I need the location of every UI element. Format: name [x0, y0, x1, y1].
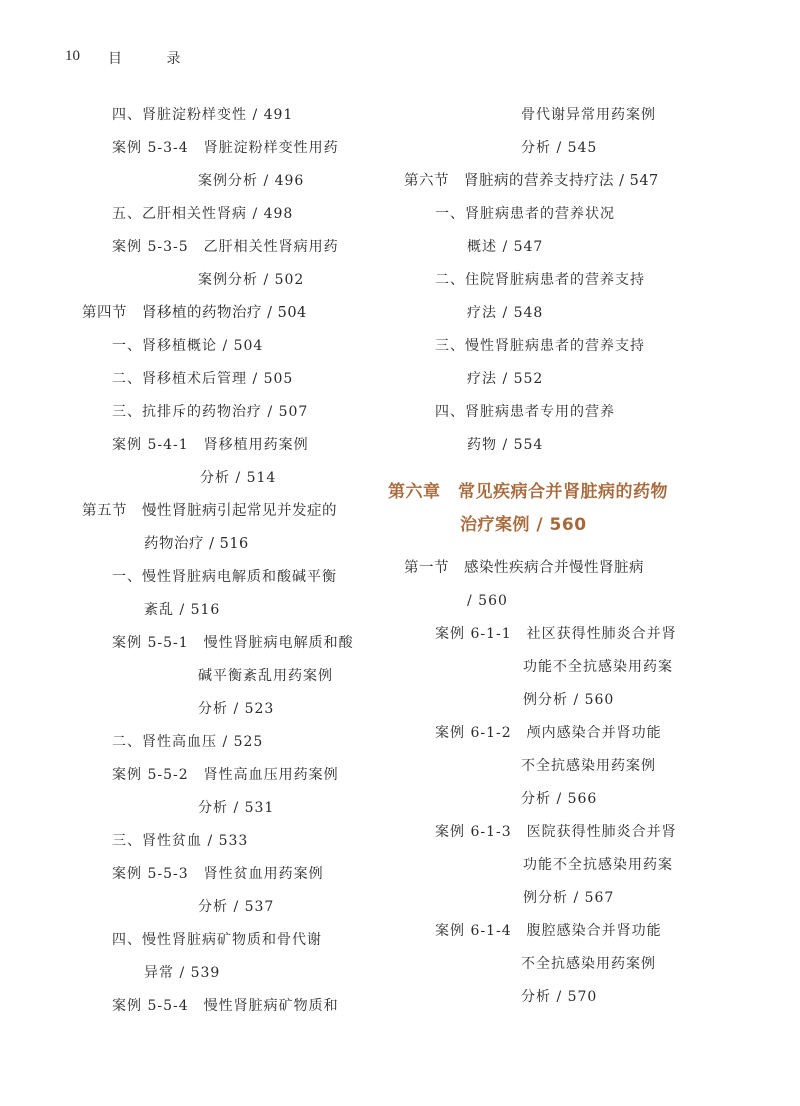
toc-entry-continuation[interactable]: 功能不全抗感染用药案 [523, 857, 673, 873]
toc-entry-section[interactable]: 第四节 肾移植的药物治疗 / 504 [82, 305, 307, 321]
toc-entry-continuation[interactable]: 疗法 / 552 [467, 371, 544, 387]
toc-entry-subsection[interactable]: 三、抗排斥的药物治疗 / 507 [112, 404, 309, 420]
toc-entry-continuation[interactable]: 不全抗感染用药案例 [521, 956, 656, 972]
toc-entry-case[interactable]: 案例 5-5-4 慢性肾脏病矿物质和 [112, 998, 339, 1014]
toc-entry-subsection[interactable]: 二、住院肾脏病患者的营养支持 [435, 272, 645, 288]
toc-entry-subsection[interactable]: 五、乙肝相关性肾病 / 498 [112, 206, 294, 222]
toc-entry-continuation[interactable]: 例分析 / 560 [523, 692, 615, 708]
toc-entry-case[interactable]: 案例 6-1-3 医院获得性肺炎合并肾 [435, 824, 677, 840]
toc-entry-section[interactable]: 第五节 慢性肾脏病引起常见并发症的 [82, 503, 337, 519]
toc-entry-case[interactable]: 案例 5-5-2 肾性高血压用药案例 [112, 767, 339, 783]
toc-entry-continuation[interactable]: 疗法 / 548 [467, 305, 544, 321]
toc-entry-case[interactable]: 案例 6-1-4 腹腔感染合并肾功能 [435, 923, 662, 939]
toc-entry-continuation[interactable]: 骨代谢异常用药案例 [521, 107, 656, 123]
toc-entry-subsection[interactable]: 二、肾性高血压 / 525 [112, 734, 264, 750]
toc-entry-subsection[interactable]: 三、肾性贫血 / 533 [112, 833, 249, 849]
toc-entry-continuation[interactable]: 概述 / 547 [467, 239, 544, 255]
toc-entry-subsection[interactable]: 一、慢性肾脏病电解质和酸碱平衡 [112, 569, 337, 585]
toc-entry-continuation[interactable]: 碱平衡紊乱用药案例 [198, 668, 333, 684]
toc-entry-subsection[interactable]: 二、肾移植术后管理 / 505 [112, 371, 294, 387]
toc-entry-continuation[interactable]: 例分析 / 567 [523, 890, 615, 906]
toc-entry-continuation[interactable]: 药物 / 554 [467, 437, 544, 453]
toc-entry-chapter-continuation[interactable]: 治疗案例 / 560 [460, 515, 587, 535]
toc-entry-continuation[interactable]: 紊乱 / 516 [144, 602, 221, 618]
toc-entry-continuation[interactable]: 功能不全抗感染用药案 [523, 659, 673, 675]
toc-entry-continuation[interactable]: 药物治疗 / 516 [144, 536, 249, 552]
toc-entry-continuation[interactable]: 分析 / 545 [521, 140, 598, 156]
toc-entry-section[interactable]: 第六节 肾脏病的营养支持疗法 / 547 [404, 173, 659, 189]
page-number: 10 [65, 48, 80, 64]
toc-entry-continuation[interactable]: / 560 [467, 593, 508, 609]
toc-entry-case[interactable]: 案例 6-1-1 社区获得性肺炎合并肾 [435, 626, 677, 642]
toc-entry-subsection[interactable]: 四、肾脏淀粉样变性 / 491 [112, 107, 294, 123]
running-title: 目 录 [108, 51, 201, 67]
toc-entry-continuation[interactable]: 案例分析 / 502 [198, 272, 305, 288]
toc-entry-continuation[interactable]: 案例分析 / 496 [198, 173, 305, 189]
toc-entry-continuation[interactable]: 分析 / 566 [521, 791, 598, 807]
toc-entry-case[interactable]: 案例 5-3-5 乙肝相关性肾病用药 [112, 239, 339, 255]
toc-entry-continuation[interactable]: 分析 / 570 [521, 989, 598, 1005]
toc-entry-continuation[interactable]: 异常 / 539 [144, 965, 221, 981]
toc-entry-subsection[interactable]: 一、肾脏病患者的营养状况 [435, 206, 615, 222]
toc-entry-case[interactable]: 案例 5-3-4 肾脏淀粉样变性用药 [112, 140, 339, 156]
toc-entry-subsection[interactable]: 一、肾移植概论 / 504 [112, 338, 264, 354]
toc-entry-case[interactable]: 案例 5-4-1 肾移植用药案例 [112, 437, 309, 453]
toc-entry-subsection[interactable]: 四、慢性肾脏病矿物质和骨代谢 [112, 932, 322, 948]
toc-entry-section[interactable]: 第一节 感染性疾病合并慢性肾脏病 [404, 560, 644, 576]
toc-entry-continuation[interactable]: 不全抗感染用药案例 [521, 758, 656, 774]
toc-entry-continuation[interactable]: 分析 / 514 [200, 470, 277, 486]
toc-entry-case[interactable]: 案例 5-5-3 肾性贫血用药案例 [112, 866, 324, 882]
toc-entry-subsection[interactable]: 三、慢性肾脏病患者的营养支持 [435, 338, 645, 354]
toc-entry-case[interactable]: 案例 5-5-1 慢性肾脏病电解质和酸 [112, 635, 354, 651]
toc-entry-chapter[interactable]: 第六章 常见疾病合并肾脏病的药物 [388, 482, 668, 502]
toc-entry-continuation[interactable]: 分析 / 537 [198, 899, 275, 915]
toc-entry-subsection[interactable]: 四、肾脏病患者专用的营养 [435, 404, 615, 420]
toc-entry-case[interactable]: 案例 6-1-2 颅内感染合并肾功能 [435, 725, 662, 741]
toc-entry-continuation[interactable]: 分析 / 523 [198, 701, 275, 717]
toc-entry-continuation[interactable]: 分析 / 531 [198, 800, 275, 816]
